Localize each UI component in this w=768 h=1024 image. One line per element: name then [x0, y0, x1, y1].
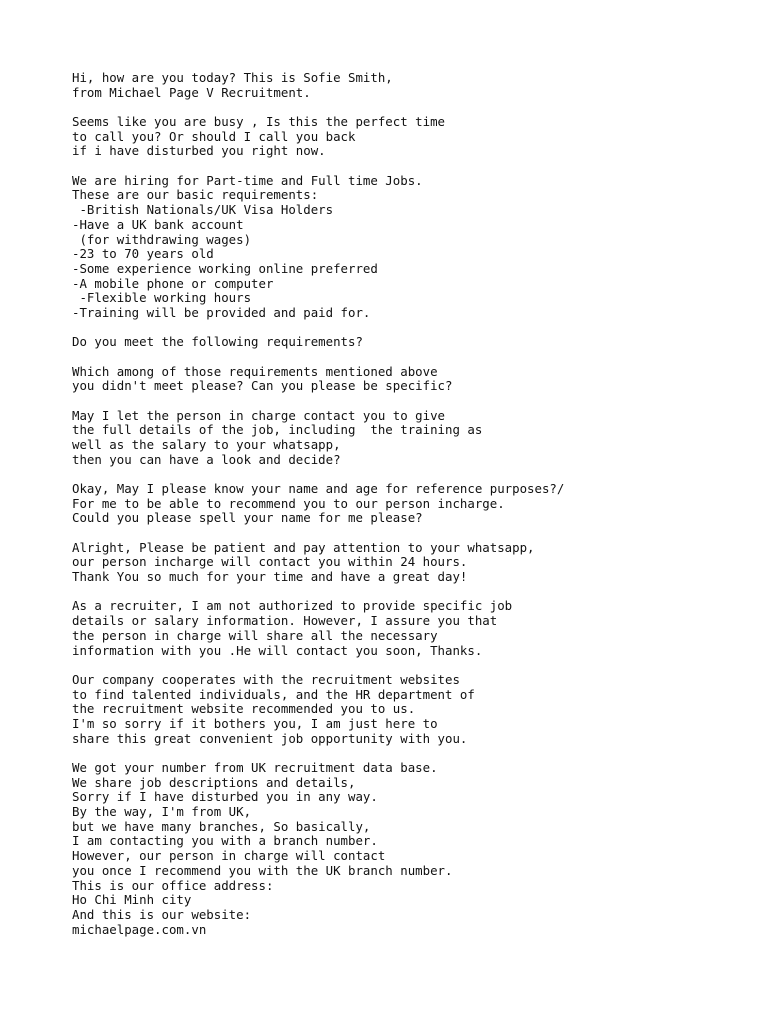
text-line: And this is our website:	[72, 906, 252, 922]
text-line: I'm so sorry if it bothers you, I am just here to	[72, 715, 438, 731]
text-line: details or salary information. However, I assure you that	[72, 613, 498, 629]
text-line: share this great convenient job opportunity with you.	[72, 730, 468, 746]
text-line: but we have many branches, So basically,	[72, 818, 371, 834]
paragraph-requirements	[72, 174, 752, 321]
text-line: Which among of those requirements mentioned above	[72, 363, 438, 379]
paragraph-contact	[72, 409, 752, 468]
text-line: information with you .He will contact you soon, Thanks.	[72, 642, 483, 658]
text-line: -Flexible working hours	[72, 290, 252, 306]
paragraph-closing	[72, 541, 752, 585]
text-line: For me to be able to recommend you to our person incharge.	[72, 495, 505, 511]
text-line: As a recruiter, I am not authorized to provide specific job	[72, 598, 513, 614]
text-line: Our company cooperates with the recruitment websites	[72, 671, 460, 687]
text-line: However, our person in charge will contact	[72, 848, 386, 864]
text-line: you once I recommend you with the UK branch number.	[72, 862, 453, 878]
paragraph-unmet	[72, 365, 752, 394]
text-line: Alright, Please be patient and pay attention to your whatsapp,	[72, 539, 535, 555]
document-body	[72, 71, 752, 952]
paragraph-question	[72, 335, 752, 350]
text-line: Thank You so much for your time and have a great day!	[72, 569, 468, 585]
text-line: -British Nationals/UK Visa Holders	[72, 202, 334, 218]
text-line: This is our office address:	[72, 877, 274, 893]
text-line: to call you? Or should I call you back	[72, 128, 356, 144]
text-line: Okay, May I please know your name and age for reference purposes?/	[72, 481, 565, 497]
text-line: from Michael Page V Recruitment.	[72, 84, 311, 100]
text-line: you didn't meet please? Can you please be specific?	[72, 378, 453, 394]
text-line: We share job descriptions and details,	[72, 774, 356, 790]
text-line: then you can have a look and decide?	[72, 451, 341, 467]
text-line: the person in charge will share all the necessary	[72, 627, 438, 643]
text-line: -23 to 70 years old	[72, 246, 214, 262]
text-line: the recruitment website recommended you to us.	[72, 701, 416, 717]
text-line: -Some experience working online preferred	[72, 260, 378, 276]
text-line: These are our basic requirements:	[72, 187, 319, 203]
text-line: Hi, how are you today? This is Sofie Smith,	[72, 70, 393, 85]
paragraph-recruiter-note	[72, 599, 752, 658]
text-line: -Training will be provided and paid for.	[72, 305, 371, 321]
text-line: -Have a UK bank account	[72, 216, 244, 232]
text-line: the full details of the job, including the training as	[72, 422, 483, 438]
text-line: Sorry if I have disturbed you in any way.	[72, 789, 378, 805]
text-line: -A mobile phone or computer	[72, 275, 274, 291]
text-line: May I let the person in charge contact you to give	[72, 407, 445, 423]
text-line: By the way, I'm from UK,	[72, 804, 252, 820]
paragraph-timing	[72, 115, 752, 159]
text-line: Do you meet the following requirements?	[72, 334, 363, 350]
paragraph-company	[72, 673, 752, 747]
text-line: to find talented individuals, and the HR department of	[72, 686, 475, 702]
text-line: We are hiring for Part-time and Full time Jobs.	[72, 172, 423, 188]
text-line: if i have disturbed you right now.	[72, 143, 326, 159]
text-line: Ho Chi Minh city	[72, 892, 192, 908]
website-url-text: michaelpage.com.vn	[72, 921, 207, 937]
text-line: our person incharge will contact you within 24 hours.	[72, 554, 468, 570]
text-line: We got your number from UK recruitment data base.	[72, 759, 438, 775]
text-line: well as the salary to your whatsapp,	[72, 437, 341, 453]
text-line: Seems like you are busy , Is this the perfect time	[72, 114, 445, 129]
paragraph-greeting	[72, 71, 752, 100]
paragraph-source	[72, 761, 752, 937]
text-line: (for withdrawing wages)	[72, 231, 252, 247]
text-line: Could you please spell your name for me please?	[72, 510, 423, 526]
paragraph-name-age	[72, 482, 752, 526]
text-line: I am contacting you with a branch number.	[72, 833, 378, 849]
